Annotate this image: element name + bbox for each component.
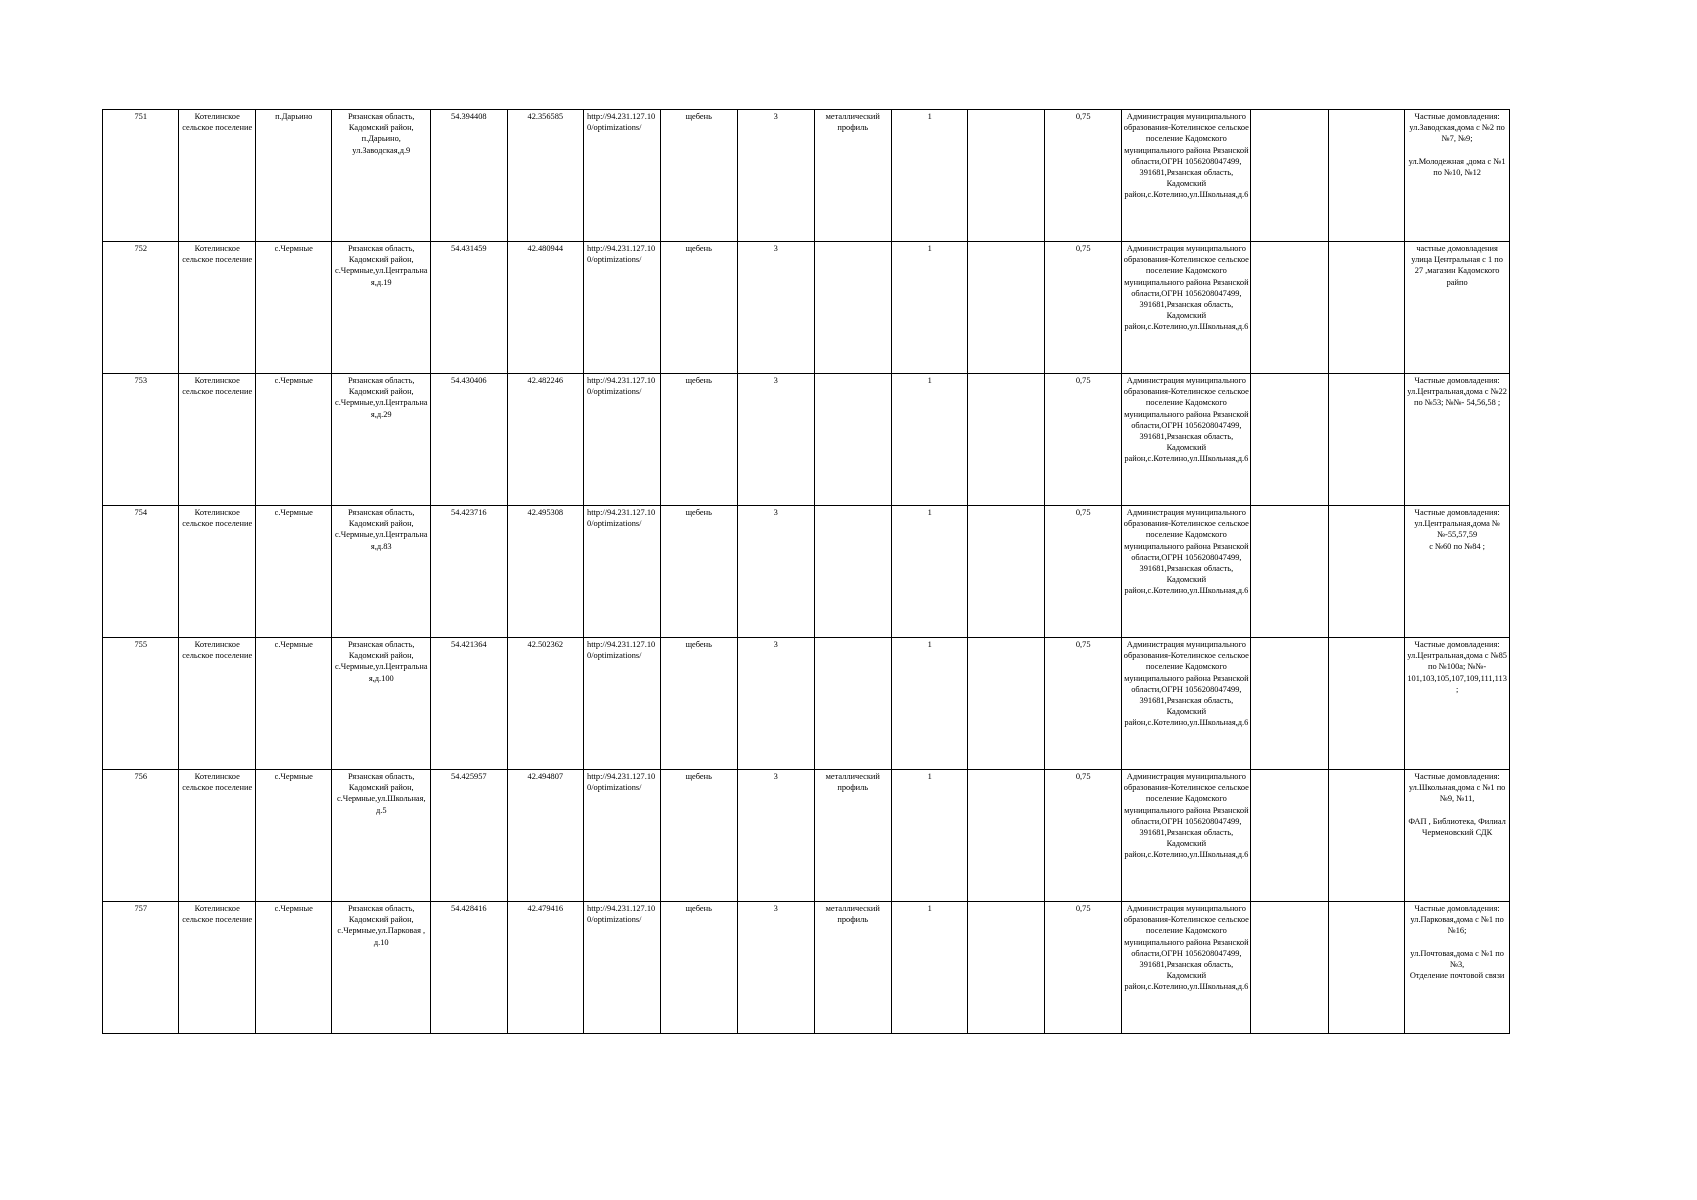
- empty-cell: [1328, 374, 1404, 506]
- table-row: [103, 374, 1510, 506]
- volume-cell: 0,75: [1044, 110, 1121, 242]
- volume-cell: 0,75: [1044, 374, 1121, 506]
- surface-cell: щебень: [660, 770, 737, 902]
- longitude-cell: 42.495308: [507, 506, 583, 638]
- address-cell: Рязанская область, Кадомский район, с.Чермные,ул.Центральная,д.83: [332, 506, 431, 638]
- longitude-cell: 42.480944: [507, 242, 583, 374]
- longitude-cell: 42.482246: [507, 374, 583, 506]
- address-cell: Рязанская область, Кадомский район, с.Чермные,ул.Центральная,д.29: [332, 374, 431, 506]
- settlement-cell: Котелинское сельское поселение: [179, 638, 255, 770]
- longitude-cell: 42.356585: [507, 110, 583, 242]
- map-link-cell: http://94.231.127.100/optimizations/: [584, 902, 660, 1034]
- owner-cell: Администрация муниципального образования-Котелинское сельское поселение Кадомского муниципального района Рязанской области,ОГРН 1056208047499, 391681,Рязанская область, Кадомский район,с.Котелино,ул.Школьная,д.6: [1122, 242, 1251, 374]
- empty-cell: [1251, 902, 1328, 1034]
- map-link-cell: http://94.231.127.100/optimizations/: [584, 374, 660, 506]
- empty-cell: [1328, 770, 1404, 902]
- longitude-cell: 42.479416: [507, 902, 583, 1034]
- container-count-cell: 1: [891, 374, 967, 506]
- waste-sources-cell: частные домовладения улица Центральная с 1 по 27 ,магазин Кадомского райпо: [1405, 242, 1510, 374]
- fence-cell: [814, 638, 891, 770]
- map-link-cell: http://94.231.127.100/optimizations/: [584, 242, 660, 374]
- empty-cell: [1328, 902, 1404, 1034]
- waste-sources-cell: Частные домовладения: ул.Парковая,дома с №1 по №16; ул.Почтовая,дома с №1 по №3, Отделение почтовой связи: [1405, 902, 1510, 1034]
- surface-cell: щебень: [660, 638, 737, 770]
- empty-cell: [1251, 506, 1328, 638]
- surface-cell: щебень: [660, 242, 737, 374]
- surface-cell: щебень: [660, 110, 737, 242]
- fence-cell: металлический профиль: [814, 110, 891, 242]
- area-cell: 3: [738, 110, 814, 242]
- surface-cell: щебень: [660, 506, 737, 638]
- fence-cell: металлический профиль: [814, 770, 891, 902]
- volume-cell: 0,75: [1044, 242, 1121, 374]
- waste-sources-cell: Частные домовладения: ул.Центральная,дома с №85 по №100а; №№- 101,103,105,107,109,111,113;: [1405, 638, 1510, 770]
- table-row: [103, 770, 1510, 902]
- empty-cell: [1328, 110, 1404, 242]
- row-number: 755: [103, 638, 179, 770]
- settlement-cell: Котелинское сельское поселение: [179, 374, 255, 506]
- longitude-cell: 42.494807: [507, 770, 583, 902]
- container-count-cell: 1: [891, 770, 967, 902]
- address-cell: Рязанская область, Кадомский район, п.Дарьино, ул.Заводская,д.9: [332, 110, 431, 242]
- locality-cell: с.Чермные: [255, 506, 331, 638]
- surface-cell: щебень: [660, 374, 737, 506]
- area-cell: 3: [738, 242, 814, 374]
- row-number: 757: [103, 902, 179, 1034]
- latitude-cell: 54.430406: [431, 374, 507, 506]
- empty-cell: [968, 242, 1044, 374]
- owner-cell: Администрация муниципального образования-Котелинское сельское поселение Кадомского муниципального района Рязанской области,ОГРН 1056208047499, 391681,Рязанская область, Кадомский район,с.Котелино,ул.Школьная,д.6: [1122, 902, 1251, 1034]
- row-number: 751: [103, 110, 179, 242]
- area-cell: 3: [738, 770, 814, 902]
- map-link-cell: http://94.231.127.100/optimizations/: [584, 506, 660, 638]
- fence-cell: [814, 242, 891, 374]
- area-cell: 3: [738, 374, 814, 506]
- empty-cell: [968, 902, 1044, 1034]
- container-count-cell: 1: [891, 902, 967, 1034]
- settlement-cell: Котелинское сельское поселение: [179, 770, 255, 902]
- volume-cell: 0,75: [1044, 506, 1121, 638]
- waste-sources-cell: Частные домовладения: ул.Центральная,дома с №22 по №53; №№- 54,56,58 ;: [1405, 374, 1510, 506]
- container-count-cell: 1: [891, 638, 967, 770]
- empty-cell: [968, 374, 1044, 506]
- locality-cell: с.Чермные: [255, 374, 331, 506]
- table-row: [103, 506, 1510, 638]
- empty-cell: [968, 638, 1044, 770]
- table-row: [103, 110, 1510, 242]
- latitude-cell: 54.423716: [431, 506, 507, 638]
- fence-cell: [814, 506, 891, 638]
- surface-cell: щебень: [660, 902, 737, 1034]
- locality-cell: с.Чермные: [255, 770, 331, 902]
- area-cell: 3: [738, 506, 814, 638]
- empty-cell: [968, 770, 1044, 902]
- waste-sources-cell: Частные домовладения: ул.Школьная,дома с №1 по №9, №11, ФАП , Библиотека, Филиал Черменовский СДК: [1405, 770, 1510, 902]
- volume-cell: 0,75: [1044, 770, 1121, 902]
- waste-sources-cell: Частные домовладения: ул.Центральная,дома №№-55,57,59 с №60 по №84 ;: [1405, 506, 1510, 638]
- empty-cell: [968, 110, 1044, 242]
- table-row: [103, 242, 1510, 374]
- row-number: 752: [103, 242, 179, 374]
- empty-cell: [1251, 242, 1328, 374]
- settlement-cell: Котелинское сельское поселение: [179, 902, 255, 1034]
- container-count-cell: 1: [891, 110, 967, 242]
- owner-cell: Администрация муниципального образования-Котелинское сельское поселение Кадомского муниципального района Рязанской области,ОГРН 1056208047499, 391681,Рязанская область, Кадомский район,с.Котелино,ул.Школьная,д.6: [1122, 110, 1251, 242]
- fence-cell: [814, 374, 891, 506]
- latitude-cell: 54.394408: [431, 110, 507, 242]
- owner-cell: Администрация муниципального образования-Котелинское сельское поселение Кадомского муниципального района Рязанской области,ОГРН 1056208047499, 391681,Рязанская область, Кадомский район,с.Котелино,ул.Школьная,д.6: [1122, 770, 1251, 902]
- latitude-cell: 54.428416: [431, 902, 507, 1034]
- map-link-cell: http://94.231.127.100/optimizations/: [584, 770, 660, 902]
- owner-cell: Администрация муниципального образования-Котелинское сельское поселение Кадомского муниципального района Рязанской области,ОГРН 1056208047499, 391681,Рязанская область, Кадомский район,с.Котелино,ул.Школьная,д.6: [1122, 638, 1251, 770]
- locality-cell: п.Дарьино: [255, 110, 331, 242]
- address-cell: Рязанская область, Кадомский район, с.Чермные,ул.Парковая , д.10: [332, 902, 431, 1034]
- empty-cell: [1328, 242, 1404, 374]
- empty-cell: [1251, 110, 1328, 242]
- address-cell: Рязанская область, Кадомский район, с.Чермные,ул.Центральная,д.19: [332, 242, 431, 374]
- empty-cell: [968, 506, 1044, 638]
- table-body: [103, 110, 1510, 1034]
- table-row: [103, 638, 1510, 770]
- empty-cell: [1251, 770, 1328, 902]
- map-link-cell: http://94.231.127.100/optimizations/: [584, 638, 660, 770]
- locality-cell: с.Чермные: [255, 242, 331, 374]
- address-cell: Рязанская область, Кадомский район, с.Чермные,ул.Школьная, д.5: [332, 770, 431, 902]
- table-row: [103, 902, 1510, 1034]
- empty-cell: [1251, 638, 1328, 770]
- owner-cell: Администрация муниципального образования-Котелинское сельское поселение Кадомского муниципального района Рязанской области,ОГРН 1056208047499, 391681,Рязанская область, Кадомский район,с.Котелино,ул.Школьная,д.6: [1122, 374, 1251, 506]
- container-count-cell: 1: [891, 506, 967, 638]
- row-number: 753: [103, 374, 179, 506]
- settlement-cell: Котелинское сельское поселение: [179, 506, 255, 638]
- area-cell: 3: [738, 638, 814, 770]
- waste-site-registry-table: [102, 109, 1510, 1034]
- settlement-cell: Котелинское сельское поселение: [179, 110, 255, 242]
- volume-cell: 0,75: [1044, 902, 1121, 1034]
- latitude-cell: 54.431459: [431, 242, 507, 374]
- empty-cell: [1328, 638, 1404, 770]
- address-cell: Рязанская область, Кадомский район, с.Чермные,ул.Центральная,д.100: [332, 638, 431, 770]
- row-number: 756: [103, 770, 179, 902]
- container-count-cell: 1: [891, 242, 967, 374]
- longitude-cell: 42.502362: [507, 638, 583, 770]
- map-link-cell: http://94.231.127.100/optimizations/: [584, 110, 660, 242]
- empty-cell: [1251, 374, 1328, 506]
- fence-cell: металлический профиль: [814, 902, 891, 1034]
- latitude-cell: 54.425957: [431, 770, 507, 902]
- owner-cell: Администрация муниципального образования-Котелинское сельское поселение Кадомского муниципального района Рязанской области,ОГРН 1056208047499, 391681,Рязанская область, Кадомский район,с.Котелино,ул.Школьная,д.6: [1122, 506, 1251, 638]
- area-cell: 3: [738, 902, 814, 1034]
- empty-cell: [1328, 506, 1404, 638]
- locality-cell: с.Чермные: [255, 902, 331, 1034]
- row-number: 754: [103, 506, 179, 638]
- waste-sources-cell: Частные домовладения: ул.Заводская,дома с №2 по №7, №9; ул.Молодежная ,дома с №1 по №10, №12: [1405, 110, 1510, 242]
- volume-cell: 0,75: [1044, 638, 1121, 770]
- settlement-cell: Котелинское сельское поселение: [179, 242, 255, 374]
- latitude-cell: 54.421364: [431, 638, 507, 770]
- locality-cell: с.Чермные: [255, 638, 331, 770]
